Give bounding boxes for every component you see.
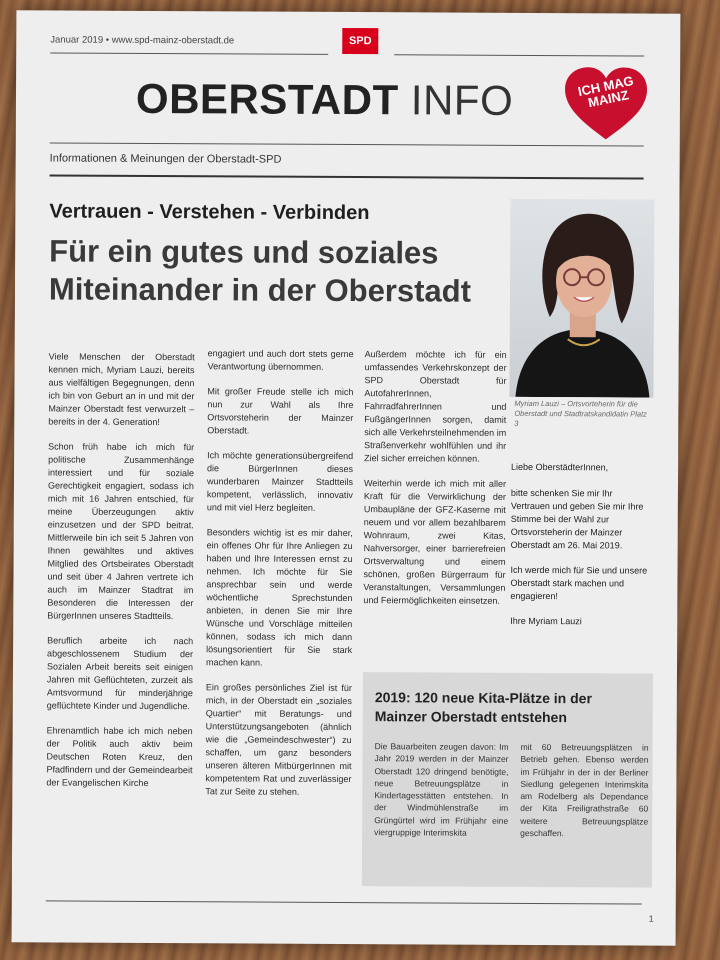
subtitle-rule xyxy=(50,174,644,179)
newsletter-page xyxy=(12,10,681,945)
masthead-rule xyxy=(50,142,644,146)
newsletter-subtitle: Informationen & Meinungen der Oberstadt-SPD xyxy=(49,152,282,166)
paragraph: Ich möchte generationsübergreifend die BürgerInnen dieses wunderbaren Mainzer Stadtteils kompetent, verlässlich, innovativ und mit viel Herz begleiten. xyxy=(206,450,354,513)
kita-column-2 xyxy=(520,741,649,840)
article-column-2 xyxy=(205,347,353,811)
letter-paragraph: bitte schenken Sie mir Ihr Vertrauen und geben Sie mir Ihre Stimme bei der Wahl zur Ortsvorsteherin der Mainzer Oberstadt am 26. Mai 2019. xyxy=(510,487,644,551)
article-column-3 xyxy=(363,348,506,620)
article-kicker: Vertrauen - Verstehen - Verbinden xyxy=(49,200,370,225)
letter-paragraph: Ich werde mich für Sie und unsere Oberstadt stark machen und engagieren! xyxy=(510,564,648,602)
paragraph: Besonders wichtig ist es mir daher, ein offenes Ohr für Ihre Anliegen zu haben und Ihre Interessen ernst zu nehmen. Ich möchte für Sie ansprechbar sein und werde wöchentliche Sprechstunden anbieten, in denen Sie mir Ihre Wünsche und Vorschläge mitteilen können, sodass ich mich dann lösungsorientiert für Sie stark machen kann. xyxy=(206,527,353,668)
paragraph: Ehrenamtlich habe ich mich neben der Politik auch aktiv beim Deutschen Roten Kreuz, den Pfadfindern und der Gemeindearbeit der Evangelischen Kirche xyxy=(46,725,193,788)
paragraph: mit 60 Betreuungsplätzen in Betrieb gehen. Ebenso werden im Frühjahr in der in der Berliner Siedlung gelegenen Interimskita am Rodelberg als Dependance der Kita Freiligrathstraße 60 weitere Betreuungsplätze geschaffen. xyxy=(520,741,649,839)
paragraph: Außerdem möchte ich für ein umfassendes Verkehrskonzept der SPD Oberstadt für AutofahrerInnen, FahrradfahrerInnen und FußgängerInnen sorgen, damit sich alle Verkehrsteilnehmenden im Straßenverkehr wohlfühlen und ihr Ziel sicher erreichen können. xyxy=(364,349,507,464)
header-rule-left xyxy=(50,52,328,54)
masthead xyxy=(136,75,513,125)
kita-title: 2019: 120 neue Kita-Plätze in der Mainzer Oberstadt entstehen xyxy=(374,689,592,726)
portrait-photo xyxy=(509,199,654,398)
paragraph: Beruflich arbeite ich nach abgeschlossenem Studium der Sozialen Arbeit bereits seit einigen Jahren mit Geflüchteten, zurzeit als Amtsvormund für minderjährige geflüchtete Kinder und Jugendliche. xyxy=(46,635,194,712)
portrait-illustration xyxy=(509,199,654,398)
letter-signature: Ihre Myriam Lauzi xyxy=(510,615,582,627)
footer-rule xyxy=(46,900,642,904)
paragraph: Schon früh habe ich mich für politische Zusammenhänge interessiert und für soziale Gerechtigkeit engagiert, sodass ich mich mit 16 Jahren entschied, für meine Überzeugungen aktiv einzusetzen und der SPD beitrat. Mittlerweile bin ich seit 5 Jahren von Ihnen gewähltes und aktives Mitglied des Ortsbeirates Oberstadt und seit über 4 Jahren vertrete ich auch im Mainzer Stadtrat im Besonderen die Interessen der BürgerInnen unseres Stadtteils. xyxy=(47,441,195,622)
paragraph: Weiterhin werde ich mich mit aller Kraft für die Verwirklichung der Umbaupläne der GFZ-Kaserne mit neuem und vor allem bezahlbarem Wohnraum, zwei Kitas, Nahversorger, einer barrierefreien Ortsverwaltung und einem schönen, großen Bürgerraum für Veranstaltungen, Versammlungen und Feiermöglichkeiten einsetzen. xyxy=(363,478,506,606)
kita-column-1 xyxy=(374,740,509,839)
paragraph: Viele Menschen der Oberstadt kennen mich, Myriam Lauzi, bereits aus vielfältigen Begegnungen, denn ich bin von Geburt an in und mit der Mainzer Oberstadt fest verwurzelt – bereits in der 4. Generation! xyxy=(48,351,195,428)
masthead-bold: OBERSTADT xyxy=(135,74,399,124)
ich-mag-mainz-badge: ICH MAG MAINZ xyxy=(576,72,635,111)
header-rule-right xyxy=(394,54,644,56)
letter-column xyxy=(510,461,653,641)
paragraph: Die Bauarbeiten zeugen davon: Im Jahr 2019 werden in der Mainzer Oberstadt 120 dringend benötigte, neue Betreuungsplätze in Kindertagesstätten entstehen. In der Windmühlenstraße im Grüngürtel wird im Frühjahr eine viergruppige Interimskita xyxy=(374,741,509,838)
article-column-1 xyxy=(46,350,194,802)
letter-greeting: Liebe OberstädterInnen, xyxy=(511,461,609,473)
paragraph: Mit großer Freude stelle ich mich nun zur Wahl als Ihre Ortsvorsteherin der Mainzer Oberstadt. xyxy=(207,386,354,436)
spd-logo: SPD xyxy=(342,28,378,54)
article-headline: Für ein gutes und soziales Miteinander in der Oberstadt xyxy=(48,233,472,309)
masthead-light: INFO xyxy=(410,76,514,124)
photo-caption: Myriam Lauzi – Ortsvorteherin für die Oberstadt und Stadtratskandidatin Platz 3 xyxy=(514,398,647,428)
dateline: Januar 2019 • www.spd-mainz-oberstadt.de xyxy=(50,34,235,47)
page-number: 1 xyxy=(648,913,654,924)
paragraph: Ein großes persönliches Ziel ist für mich, in der Oberstadt ein „soziales Quartier“ mit Beratungs- und Unterstützungsangeboten (ähnlich wie die „Gemeindeschwester“) zu schaffen, um ganz besonders unseren älteren MitbürgerInnen mit kompetentem Rat und zuverlässiger Tat zur Seite zu stehen. xyxy=(205,682,352,797)
paragraph: engagiert und auch dort stets gerne Verantwortung übernommen. xyxy=(207,348,354,372)
